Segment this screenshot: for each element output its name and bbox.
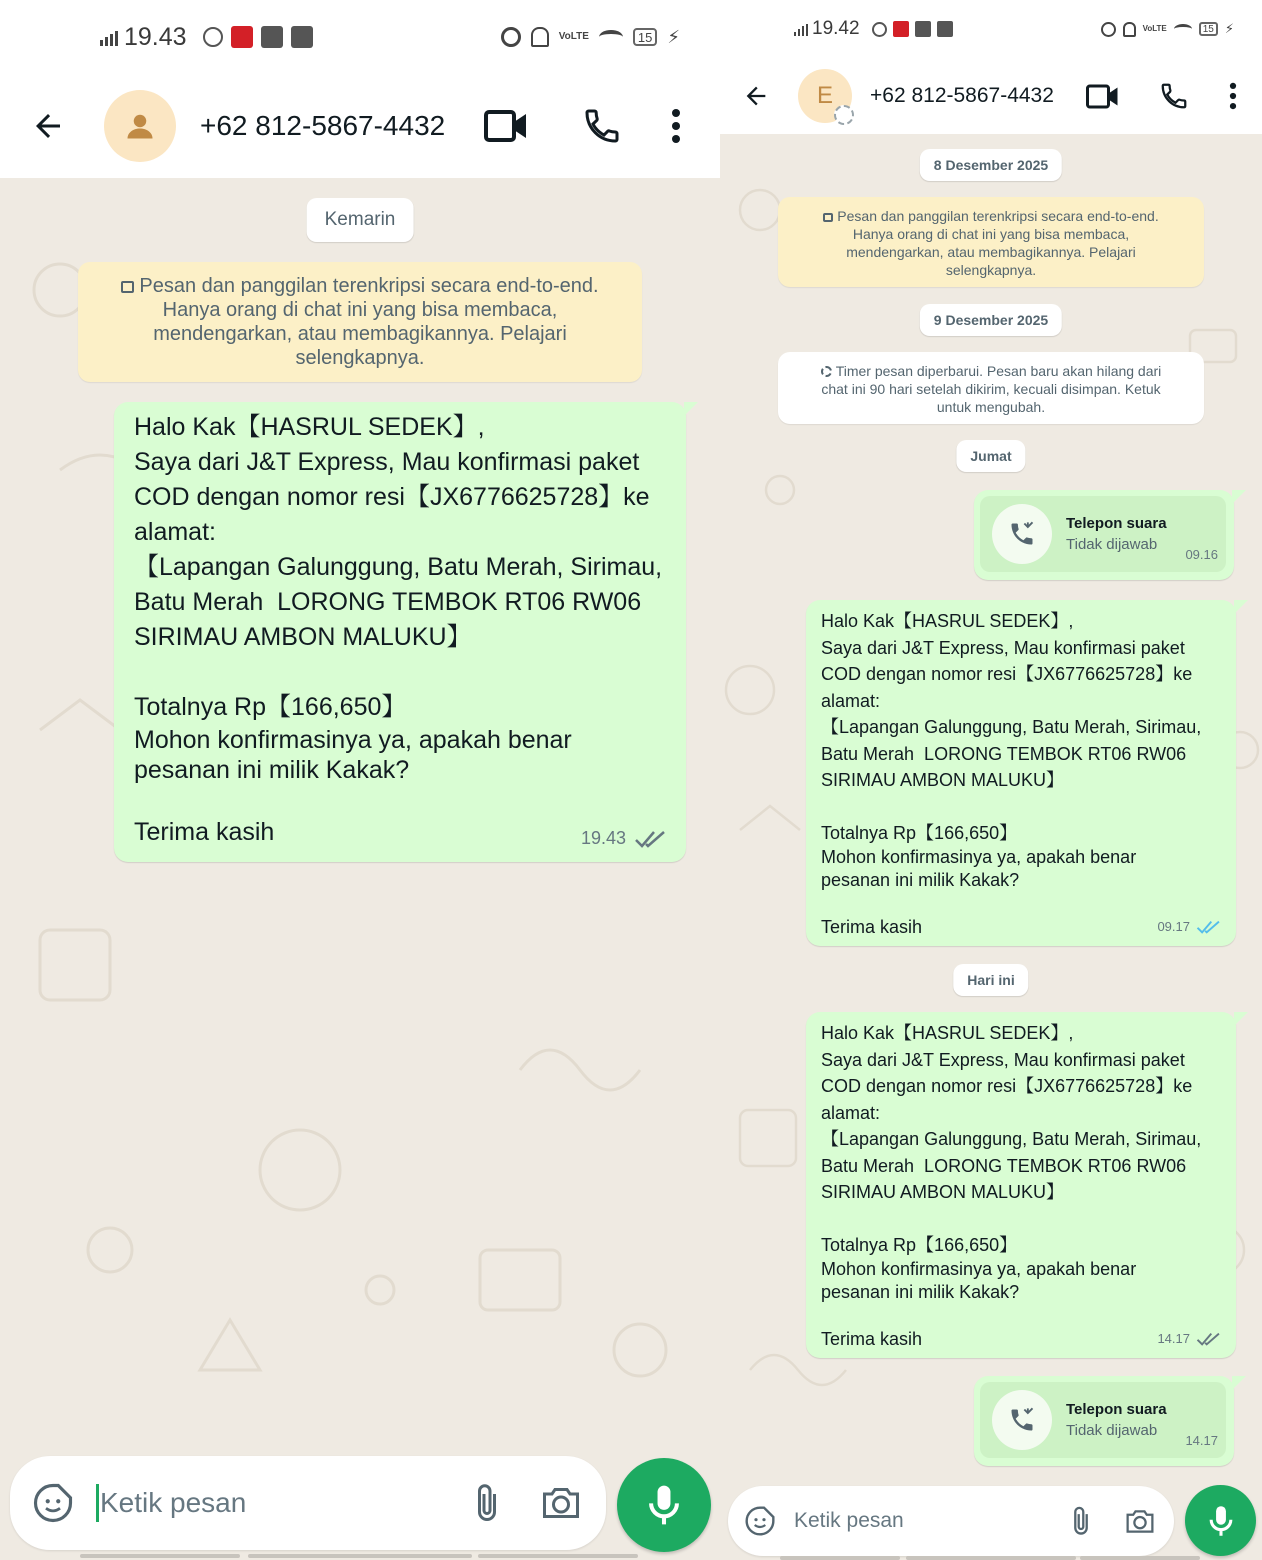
- message-line: Totalnya Rp【166,650】: [134, 693, 407, 721]
- message-line: COD dengan nomor resi【JX6776625728】ke: [134, 483, 650, 511]
- message-line: pesanan ini milik Kakak?: [134, 756, 410, 784]
- message-line: pesanan ini milik Kakak?: [821, 1282, 1020, 1302]
- status-bar: [720, 0, 1262, 58]
- message-line: SIRIMAU AMBON MALUKU】: [821, 1182, 1065, 1202]
- date-pill: 8 Desember 2025: [920, 149, 1062, 181]
- lock-icon: [121, 281, 134, 293]
- double-check-read-icon: [1196, 918, 1222, 936]
- nav-indicator: [906, 1556, 1076, 1560]
- back-arrow-icon: [742, 82, 770, 110]
- avatar-initial: E: [816, 82, 833, 109]
- message-meta: [1185, 547, 1218, 562]
- status-time: 19.43: [124, 22, 187, 51]
- message-line: [134, 785, 668, 815]
- message-line: [821, 892, 1224, 914]
- wifi-icon: [1174, 24, 1192, 34]
- phone-icon: [1159, 81, 1189, 111]
- message-time: 09.16: [1185, 547, 1218, 562]
- nav-indicator: [80, 1554, 240, 1558]
- message-line: Halo Kak【HASRUL SEDEK】,: [134, 413, 485, 441]
- encryption-line-4: selengkapnya.: [945, 262, 1037, 278]
- message-line: Mohon konfirmasinya ya, apakah benar: [821, 847, 1137, 867]
- photo-notification-icon: [261, 26, 283, 48]
- text-caret: [96, 1484, 99, 1522]
- message-line: Batu Merah LORONG TEMBOK RT06 RW06: [821, 1155, 1187, 1176]
- signal-icon: [100, 28, 118, 46]
- message-line: 【Lapangan Galunggung, Batu Merah, Sirimau,: [821, 1129, 1202, 1149]
- attach-button[interactable]: [472, 1482, 502, 1524]
- message-line: COD dengan nomor resi【JX6776625728】ke: [821, 664, 1193, 684]
- message-line: Mohon konfirmasinya ya, apakah benar: [821, 1259, 1137, 1279]
- paperclip-icon: [472, 1482, 502, 1524]
- message-line: SIRIMAU AMBON MALUKU】: [134, 623, 472, 651]
- encryption-line-1: Pesan dan panggilan terenkripsi secara end-to-end.: [139, 275, 599, 297]
- alarm-icon: [1101, 22, 1116, 37]
- timer-line-3: untuk mengubah.: [936, 399, 1046, 415]
- call-title: Telepon suara: [1066, 1401, 1167, 1418]
- back-arrow-icon: [30, 108, 66, 144]
- sticker-button[interactable]: [744, 1505, 776, 1537]
- voice-call-button[interactable]: [1152, 74, 1196, 118]
- sticker-icon: [32, 1482, 74, 1524]
- message-line: Halo Kak【HASRUL SEDEK】,: [821, 611, 1074, 631]
- message-line: alamat:: [821, 690, 881, 711]
- outgoing-message[interactable]: [806, 1012, 1236, 1358]
- message-line: [821, 794, 1224, 820]
- wifi-icon: [599, 30, 623, 44]
- contact-avatar[interactable]: [798, 69, 852, 123]
- encryption-line-1: Pesan dan panggilan terenkripsi secara end-to-end.: [837, 208, 1159, 224]
- camera-icon: [1124, 1508, 1156, 1535]
- jnt-notification-icon: [231, 26, 253, 48]
- date-pill: 9 Desember 2025: [920, 304, 1062, 336]
- message-meta: [1157, 914, 1222, 941]
- system-icons: [1101, 21, 1234, 37]
- signal-icon: [794, 22, 808, 36]
- person-icon: [125, 111, 155, 141]
- message-time: 09.17: [1157, 918, 1190, 934]
- call-title: Telepon suara: [1066, 515, 1167, 532]
- volte-icon: VoLTE: [558, 31, 589, 42]
- message-line: COD dengan nomor resi【JX6776625728】ke: [821, 1076, 1193, 1096]
- sticker-icon: [744, 1505, 776, 1537]
- message-notification-icon: [291, 26, 313, 48]
- message-line: pesanan ini milik Kakak?: [821, 870, 1020, 890]
- message-line: [134, 655, 668, 690]
- battery-icon: [1199, 22, 1218, 36]
- video-camera-icon: [1086, 83, 1119, 110]
- more-vertical-icon: [671, 108, 681, 144]
- battery-level: 15: [1202, 23, 1214, 35]
- call-icon-circle: [992, 504, 1052, 564]
- encryption-notice[interactable]: [78, 262, 642, 382]
- video-camera-icon: [484, 108, 528, 144]
- double-check-icon: [1196, 1330, 1222, 1348]
- message-line: 【Lapangan Galunggung, Batu Merah, Sirimau,: [134, 553, 663, 581]
- mute-icon: [531, 27, 549, 47]
- chat-header: [0, 74, 720, 178]
- message-line: Saya dari J&T Express, Mau konfirmasi paket: [821, 1049, 1185, 1070]
- timer-notice[interactable]: [778, 352, 1204, 424]
- message-time: 14.17: [1185, 1433, 1218, 1448]
- message-line: Batu Merah LORONG TEMBOK RT06 RW06: [134, 588, 642, 616]
- timer-icon: [821, 366, 832, 377]
- message-notification-icon: [937, 21, 953, 37]
- message-meta: [1157, 1326, 1222, 1353]
- message-line: alamat:: [821, 1102, 881, 1123]
- battery-icon: [633, 28, 657, 46]
- nav-indicator: [248, 1554, 472, 1558]
- message-line: 【Lapangan Galunggung, Batu Merah, Sirimau,: [821, 717, 1202, 737]
- message-meta: [581, 821, 668, 856]
- message-line: Terima kasih: [821, 917, 923, 937]
- call-status: Tidak dijawab: [1066, 1422, 1158, 1439]
- contact-phone[interactable]: +62 812-5867-4432: [870, 84, 1054, 107]
- jnt-notification-icon: [893, 21, 909, 37]
- paperclip-icon: [1070, 1505, 1092, 1537]
- message-line: Halo Kak【HASRUL SEDEK】,: [821, 1023, 1074, 1043]
- message-meta: [1185, 1433, 1218, 1448]
- charging-icon: ⚡: [667, 26, 680, 47]
- call-icon-circle: [992, 1390, 1052, 1450]
- microphone-icon: [1208, 1505, 1234, 1537]
- double-check-icon: [634, 828, 668, 850]
- input-placeholder: Ketik pesan: [794, 1509, 904, 1532]
- system-icons: [501, 27, 680, 48]
- message-line: Saya dari J&T Express, Mau konfirmasi paket: [821, 637, 1185, 658]
- encryption-line-3: mendengarkan, atau membagikannya. Pelajari: [846, 244, 1136, 260]
- contact-avatar[interactable]: [104, 90, 176, 162]
- camera-icon: [540, 1485, 582, 1521]
- video-call-button[interactable]: [1080, 74, 1124, 118]
- timer-line-2: chat ini 90 hari setelah dikirim, kecuali disimpan. Ketuk: [821, 381, 1161, 397]
- phone-icon: [582, 106, 622, 146]
- chat-header: [720, 58, 1262, 134]
- photo-notification-icon: [915, 21, 931, 37]
- date-pill: Hari ini: [953, 964, 1028, 996]
- whatsapp-notification-icon: [872, 22, 887, 37]
- message-line: Totalnya Rp【166,650】: [821, 1234, 1018, 1255]
- outgoing-message[interactable]: [114, 402, 686, 862]
- charging-icon: ⚡: [1224, 21, 1234, 36]
- notification-icons: [872, 21, 953, 37]
- message-input[interactable]: [794, 1509, 1070, 1533]
- outgoing-message[interactable]: [806, 600, 1236, 946]
- missed-call-icon: [1008, 1406, 1036, 1434]
- message-line: [821, 1304, 1224, 1326]
- attach-button[interactable]: [1070, 1505, 1092, 1537]
- back-button[interactable]: [0, 78, 96, 174]
- message-input[interactable]: [96, 1484, 472, 1522]
- chat-screen-right: [720, 0, 1262, 1560]
- camera-button[interactable]: [1124, 1508, 1156, 1535]
- notification-icons: [203, 26, 313, 48]
- message-line: Totalnya Rp【166,650】: [821, 822, 1018, 843]
- message-line: Terima kasih: [134, 818, 275, 846]
- nav-indicator: [1080, 1556, 1200, 1560]
- whatsapp-notification-icon: [203, 27, 223, 47]
- message-line: Terima kasih: [821, 1329, 923, 1349]
- nav-indicator: [780, 1556, 900, 1560]
- encryption-line-2: Hanya orang di chat ini yang bisa membaca,: [162, 299, 558, 321]
- status-bar: [0, 0, 720, 74]
- volte-icon: VoLTE: [1142, 24, 1167, 33]
- message-time: 19.43: [580, 828, 626, 848]
- contact-phone[interactable]: +62 812-5867-4432: [200, 110, 446, 141]
- battery-level: 15: [637, 29, 653, 45]
- message-line: Mohon konfirmasinya ya, apakah benar: [134, 726, 572, 754]
- nav-indicator: [478, 1554, 638, 1558]
- timer-line-1: Timer pesan diperbarui. Pesan baru akan hilang dari: [835, 363, 1162, 379]
- mute-icon: [1123, 22, 1136, 37]
- message-line: alamat:: [134, 518, 216, 546]
- camera-button[interactable]: [540, 1485, 582, 1521]
- message-line: Batu Merah LORONG TEMBOK RT06 RW06: [821, 743, 1187, 764]
- date-pill: Kemarin: [307, 198, 414, 242]
- sticker-button[interactable]: [32, 1482, 74, 1524]
- voice-record-button[interactable]: [617, 1458, 711, 1552]
- message-line: Saya dari J&T Express, Mau konfirmasi paket: [134, 448, 640, 476]
- more-vertical-icon: [1229, 82, 1237, 110]
- voice-record-button[interactable]: [1185, 1485, 1256, 1556]
- encryption-line-2: Hanya orang di chat ini yang bisa membaca,: [852, 226, 1130, 242]
- missed-voice-call-bubble[interactable]: [974, 1376, 1234, 1466]
- encryption-notice[interactable]: [778, 197, 1204, 287]
- message-time: 14.17: [1157, 1330, 1190, 1346]
- message-input-bar: [728, 1486, 1174, 1556]
- microphone-icon: [647, 1484, 681, 1526]
- status-time: 19.42: [812, 18, 860, 39]
- disappearing-timer-badge-icon: [834, 105, 854, 125]
- encryption-line-4: selengkapnya.: [295, 347, 425, 369]
- lock-icon: [823, 213, 833, 222]
- back-button[interactable]: [720, 60, 792, 132]
- alarm-icon: [501, 27, 521, 47]
- more-options-button[interactable]: [1218, 74, 1248, 118]
- encryption-line-3: mendengarkan, atau membagikannya. Pelajari: [153, 323, 567, 345]
- more-options-button[interactable]: [656, 96, 696, 156]
- message-line: SIRIMAU AMBON MALUKU】: [821, 770, 1065, 790]
- missed-voice-call-bubble[interactable]: [974, 490, 1234, 580]
- voice-call-button[interactable]: [572, 96, 632, 156]
- date-pill: Jumat: [956, 440, 1025, 472]
- video-call-button[interactable]: [476, 96, 536, 156]
- message-line: [821, 1206, 1224, 1232]
- message-input-bar: [10, 1456, 606, 1550]
- call-status: Tidak dijawab: [1066, 536, 1158, 553]
- missed-call-icon: [1008, 520, 1036, 548]
- input-placeholder: Ketik pesan: [100, 1487, 247, 1518]
